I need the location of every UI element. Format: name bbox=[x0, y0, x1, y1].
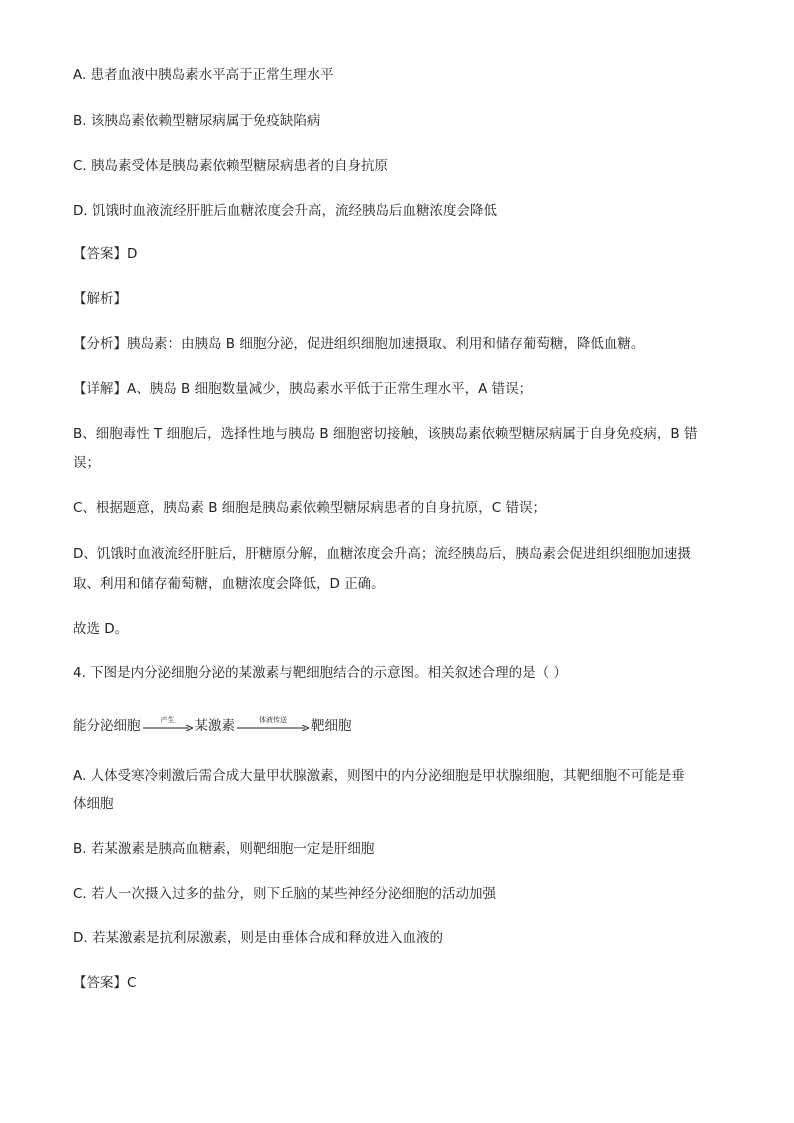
q4-flow-diagram bbox=[73, 714, 352, 734]
flow-arrow-produce-label: 产生 bbox=[160, 716, 175, 724]
q4-option-a-line1: A. 人体受寒冷刺激后需合成大量甲状腺激素，则图中的内分泌细胞是甲状腺细胞，其靶细胞不可能是垂 bbox=[73, 768, 685, 784]
q3-detail-d-line1: D、饥饿时血液流经肝脏后，肝糖原分解，血糖浓度会升高；流经胰岛后，胰岛素会促进组织细胞加速摄 bbox=[73, 546, 691, 562]
q3-analysis-heading: 【解析】 bbox=[73, 291, 127, 307]
arrow-right-icon bbox=[143, 725, 193, 731]
q3-detail-a: 【详解】A、胰岛 B 细胞数量减少，胰岛素水平低于正常生理水平，A 错误； bbox=[73, 381, 533, 397]
q3-option-c: C. 胰岛素受体是胰岛素依赖型糖尿病患者的自身抗原 bbox=[73, 158, 389, 174]
q3-detail-c: C、根据题意，胰岛素 B 细胞是胰岛素依赖型糖尿病患者的自身抗原，C 错误； bbox=[73, 500, 546, 516]
flow-arrow-produce bbox=[143, 716, 193, 734]
q4-stem: 4. 下图是内分泌细胞分泌的某激素与靶细胞结合的示意图。相关叙述合理的是（ ） bbox=[73, 665, 567, 681]
q4-option-c: C. 若人一次摄入过多的盐分，则下丘脑的某些神经分泌细胞的活动加强 bbox=[73, 886, 497, 902]
q4-option-d: D. 若某激素是抗利尿激素，则是由垂体合成和释放进入血液的 bbox=[73, 930, 443, 946]
q3-conclusion: 故选 D。 bbox=[73, 621, 129, 637]
q3-detail-d-line2: 取、利用和储存葡萄糖，血糖浓度会降低，D 正确。 bbox=[73, 576, 385, 592]
q3-option-d: D. 饥饿时血液流经肝脏后血糖浓度会升高，流经胰岛后血糖浓度会降低 bbox=[73, 203, 497, 219]
q3-detail-b-line2: 误； bbox=[73, 455, 100, 471]
q3-answer: 【答案】D bbox=[73, 246, 138, 262]
q4-answer: 【答案】C bbox=[73, 975, 137, 991]
q3-analysis: 【分析】胰岛素：由胰岛 B 细胞分泌，促进组织细胞加速摄取、利用和储存葡萄糖，降低血糖。 bbox=[73, 336, 645, 352]
flow-node-target-cell: 靶细胞 bbox=[311, 718, 352, 734]
q4-option-b: B. 若某激素是胰高血糖素，则靶细胞一定是肝细胞 bbox=[73, 841, 375, 857]
q3-detail-b-line1: B、细胞毒性 T 细胞后，选择性地与胰岛 B 细胞密切接触，该胰岛素依赖型糖尿病属于自身免疫病，B 错 bbox=[73, 426, 698, 442]
flow-node-secreting-cell: 能分泌细胞 bbox=[73, 718, 141, 734]
arrow-right-icon bbox=[237, 725, 309, 731]
q3-option-b: B. 该胰岛素依赖型糖尿病属于免疫缺陷病 bbox=[73, 113, 321, 129]
flow-arrow-transport-label: 体液传送 bbox=[259, 716, 287, 724]
flow-arrow-transport bbox=[237, 716, 309, 734]
q4-option-a-line2: 体细胞 bbox=[73, 796, 114, 812]
q3-option-a: A. 患者血液中胰岛素水平高于正常生理水平 bbox=[73, 67, 334, 83]
flow-node-hormone: 某激素 bbox=[194, 718, 235, 734]
